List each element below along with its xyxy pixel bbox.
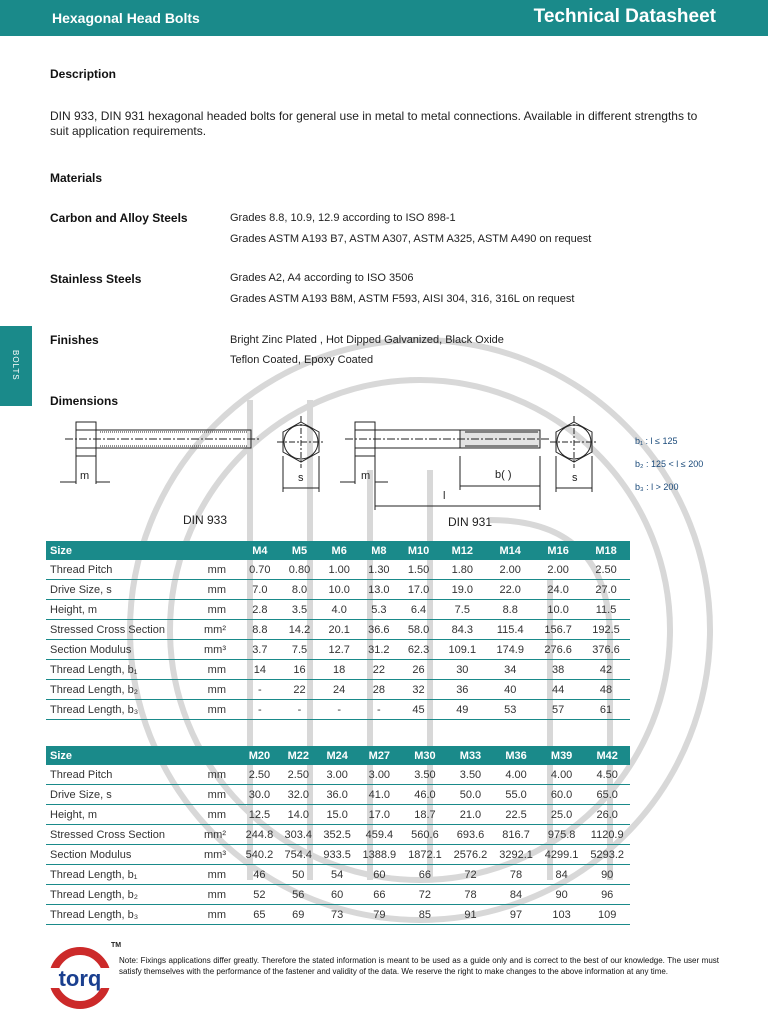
unit-cell: mm³ <box>186 640 240 660</box>
value-cell: - <box>240 700 280 720</box>
value-cell: 540.2 <box>240 845 279 865</box>
finishes-label: Finishes <box>50 333 99 347</box>
unit-cell: mm <box>186 805 240 825</box>
finishes-line2: Teflon Coated, Epoxy Coated <box>230 354 374 366</box>
value-cell: 0.70 <box>240 560 280 580</box>
table-row <box>46 845 630 865</box>
value-cell: 3.00 <box>357 765 403 785</box>
stainless-steels-label: Stainless Steels <box>50 272 142 286</box>
unit-cell: mm² <box>186 620 240 640</box>
value-cell: 4.00 <box>493 765 539 785</box>
value-cell: 60 <box>318 885 357 905</box>
value-cell: 13.0 <box>359 580 399 600</box>
value-cell: 2.8 <box>240 600 280 620</box>
value-cell: 3.00 <box>318 765 357 785</box>
unit-cell: mm <box>186 865 240 885</box>
property-name: Stressed Cross Section <box>46 825 186 845</box>
property-name: Thread Pitch <box>46 560 186 580</box>
value-cell: 36 <box>438 680 486 700</box>
value-cell: 10.0 <box>319 580 359 600</box>
value-cell: 2.50 <box>240 765 279 785</box>
value-cell: 1388.9 <box>357 845 403 865</box>
value-cell: 11.5 <box>582 600 630 620</box>
value-cell: 53 <box>486 700 534 720</box>
value-cell: 65.0 <box>584 785 630 805</box>
property-name: Height, m <box>46 600 186 620</box>
property-name: Thread Pitch <box>46 765 186 785</box>
value-cell: 66 <box>357 885 403 905</box>
value-cell: 975.8 <box>539 825 585 845</box>
value-cell: 85 <box>402 905 448 925</box>
value-cell: 8.8 <box>240 620 280 640</box>
table-row <box>46 805 630 825</box>
value-cell: 50 <box>279 865 318 885</box>
size-column-header: M6 <box>319 541 359 560</box>
value-cell: 84.3 <box>438 620 486 640</box>
value-cell: 303.4 <box>279 825 318 845</box>
property-name: Height, m <box>46 805 186 825</box>
value-cell: 14 <box>240 660 280 680</box>
value-cell: 109.1 <box>438 640 486 660</box>
value-cell: 26.0 <box>584 805 630 825</box>
value-cell: 15.0 <box>318 805 357 825</box>
datasheet-title: Technical Datasheet <box>533 6 716 27</box>
size-header: Size <box>46 541 186 560</box>
size-column-header: M16 <box>534 541 582 560</box>
value-cell: 90 <box>584 865 630 885</box>
product-title: Hexagonal Head Bolts <box>52 10 200 26</box>
value-cell: 56 <box>279 885 318 905</box>
value-cell: 84 <box>539 865 585 885</box>
size-column-header: M30 <box>402 746 448 765</box>
trademark-symbol: TM <box>111 942 122 949</box>
value-cell: 10.0 <box>534 600 582 620</box>
unit-cell: mm <box>186 885 240 905</box>
value-cell: 693.6 <box>448 825 494 845</box>
table-header-row <box>46 541 630 560</box>
size-column-header: M10 <box>399 541 439 560</box>
value-cell: 34 <box>486 660 534 680</box>
property-name: Drive Size, s <box>46 580 186 600</box>
unit-cell: mm <box>186 905 240 925</box>
property-name: Thread Length, b₃ <box>46 905 186 925</box>
unit-cell: mm³ <box>186 845 240 865</box>
din931-l-label: l <box>443 490 446 502</box>
legend-b3: b₃ : l > 200 <box>635 482 679 492</box>
legend-b2: b₂ : 125 < l ≤ 200 <box>635 459 704 469</box>
unit-cell: mm <box>186 580 240 600</box>
value-cell: 21.0 <box>448 805 494 825</box>
size-column-header: M14 <box>486 541 534 560</box>
value-cell: 45 <box>399 700 439 720</box>
value-cell: 44 <box>534 680 582 700</box>
unit-cell: mm <box>186 680 240 700</box>
value-cell: 60 <box>357 865 403 885</box>
legend-b1: b₁ : l ≤ 125 <box>635 436 678 446</box>
value-cell: 46 <box>240 865 279 885</box>
unit-header <box>186 746 240 765</box>
value-cell: 3.50 <box>448 765 494 785</box>
disclaimer-note: Note: Fixings applications differ greatly. Therefore the stated information is meant to be used as a guide only and is correct to the best of our knowledge. The user must satisfy themselves with the performance of the fastener and validity of the data. We reserve the right to make changes to the above information at any time. <box>119 956 719 976</box>
value-cell: 7.5 <box>280 640 320 660</box>
size-column-header: M8 <box>359 541 399 560</box>
value-cell: - <box>240 680 280 700</box>
value-cell: 62.3 <box>399 640 439 660</box>
side-tab <box>0 326 32 406</box>
value-cell: 459.4 <box>357 825 403 845</box>
unit-cell: mm <box>186 785 240 805</box>
value-cell: 48 <box>582 680 630 700</box>
value-cell: 90 <box>539 885 585 905</box>
unit-cell: mm² <box>186 825 240 845</box>
property-name: Thread Length, b₂ <box>46 680 186 700</box>
value-cell: 2.00 <box>534 560 582 580</box>
value-cell: 1.80 <box>438 560 486 580</box>
table-row <box>46 700 630 720</box>
value-cell: 18 <box>319 660 359 680</box>
value-cell: 192.5 <box>582 620 630 640</box>
din931-caption: DIN 931 <box>448 515 493 529</box>
value-cell: 73 <box>318 905 357 925</box>
side-tab-label: BOLTS <box>11 350 20 381</box>
carbon-steels-label: Carbon and Alloy Steels <box>50 211 188 225</box>
value-cell: 78 <box>493 865 539 885</box>
value-cell: 19.0 <box>438 580 486 600</box>
value-cell: 25.0 <box>539 805 585 825</box>
table-row <box>46 885 630 905</box>
value-cell: 1.50 <box>399 560 439 580</box>
value-cell: 72 <box>402 885 448 905</box>
size-column-header: M12 <box>438 541 486 560</box>
value-cell: 109 <box>584 905 630 925</box>
value-cell: 24 <box>319 680 359 700</box>
table-row <box>46 660 630 680</box>
value-cell: 7.5 <box>438 600 486 620</box>
property-name: Drive Size, s <box>46 785 186 805</box>
unit-cell: mm <box>186 700 240 720</box>
property-name: Thread Length, b₁ <box>46 660 186 680</box>
value-cell: 58.0 <box>399 620 439 640</box>
value-cell: 69 <box>279 905 318 925</box>
value-cell: 8.8 <box>486 600 534 620</box>
property-name: Section Modulus <box>46 640 186 660</box>
value-cell: 1.00 <box>319 560 359 580</box>
value-cell: 174.9 <box>486 640 534 660</box>
value-cell: 38 <box>534 660 582 680</box>
value-cell: - <box>280 700 320 720</box>
value-cell: 4.50 <box>584 765 630 785</box>
value-cell: 2576.2 <box>448 845 494 865</box>
unit-cell: mm <box>186 560 240 580</box>
value-cell: 560.6 <box>402 825 448 845</box>
value-cell: 36.6 <box>359 620 399 640</box>
value-cell: 115.4 <box>486 620 534 640</box>
unit-cell: mm <box>186 600 240 620</box>
value-cell: 97 <box>493 905 539 925</box>
value-cell: 816.7 <box>493 825 539 845</box>
value-cell: 4.00 <box>539 765 585 785</box>
value-cell: 91 <box>448 905 494 925</box>
value-cell: 46.0 <box>402 785 448 805</box>
property-name: Thread Length, b₃ <box>46 700 186 720</box>
din933-caption: DIN 933 <box>183 513 228 527</box>
size-column-header: M4 <box>240 541 280 560</box>
value-cell: 60.0 <box>539 785 585 805</box>
value-cell: 61 <box>582 700 630 720</box>
table-header-row <box>46 746 630 765</box>
property-name: Thread Length, b₂ <box>46 885 186 905</box>
value-cell: 65 <box>240 905 279 925</box>
value-cell: 103 <box>539 905 585 925</box>
table-row <box>46 905 630 925</box>
value-cell: 12.5 <box>240 805 279 825</box>
value-cell: 17.0 <box>399 580 439 600</box>
table-row <box>46 785 630 805</box>
value-cell: 0.80 <box>280 560 320 580</box>
din933-m-label: m <box>80 470 90 482</box>
din931-s-label: s <box>572 472 578 484</box>
value-cell: 42 <box>582 660 630 680</box>
size-column-header: M22 <box>279 746 318 765</box>
value-cell: 30 <box>438 660 486 680</box>
value-cell: 933.5 <box>318 845 357 865</box>
value-cell: 22 <box>359 660 399 680</box>
value-cell: 18.7 <box>402 805 448 825</box>
bolt-dimension-diagram <box>40 412 740 532</box>
table-row <box>46 620 630 640</box>
value-cell: 78 <box>448 885 494 905</box>
value-cell: 1120.9 <box>584 825 630 845</box>
table-row <box>46 825 630 845</box>
value-cell: 156.7 <box>534 620 582 640</box>
stainless-steels-line2: Grades ASTM A193 B8M, ASTM F593, AISI 304, 316, 316L on request <box>230 293 575 305</box>
dimensions-heading: Dimensions <box>50 394 119 408</box>
value-cell: 40 <box>486 680 534 700</box>
carbon-steels-line2: Grades ASTM A193 B7, ASTM A307, ASTM A325, ASTM A490 on request <box>230 233 592 245</box>
size-column-header: M27 <box>357 746 403 765</box>
value-cell: 22.0 <box>486 580 534 600</box>
header-bar <box>0 0 768 36</box>
value-cell: 27.0 <box>582 580 630 600</box>
unit-header <box>186 541 240 560</box>
torq-logo <box>44 946 116 1010</box>
size-column-header: M33 <box>448 746 494 765</box>
unit-cell: mm <box>186 765 240 785</box>
table-row <box>46 680 630 700</box>
value-cell: 22 <box>280 680 320 700</box>
value-cell: 3.7 <box>240 640 280 660</box>
value-cell: 6.4 <box>399 600 439 620</box>
value-cell: 2.50 <box>279 765 318 785</box>
value-cell: 2.50 <box>582 560 630 580</box>
value-cell: 36.0 <box>318 785 357 805</box>
value-cell: 16 <box>280 660 320 680</box>
spec-table-m20-m42 <box>46 746 630 925</box>
value-cell: 3.50 <box>402 765 448 785</box>
table-row <box>46 865 630 885</box>
value-cell: 1.30 <box>359 560 399 580</box>
value-cell: 57 <box>534 700 582 720</box>
finishes-line1: Bright Zinc Plated , Hot Dipped Galvanized, Black Oxide <box>230 334 504 346</box>
value-cell: 4299.1 <box>539 845 585 865</box>
size-column-header: M42 <box>584 746 630 765</box>
din933-s-label: s <box>298 472 304 484</box>
property-name: Stressed Cross Section <box>46 620 186 640</box>
value-cell: 84 <box>493 885 539 905</box>
value-cell: 14.0 <box>279 805 318 825</box>
size-column-header: M24 <box>318 746 357 765</box>
stainless-steels-line1: Grades A2, A4 according to ISO 3506 <box>230 272 414 284</box>
size-column-header: M5 <box>280 541 320 560</box>
value-cell: 41.0 <box>357 785 403 805</box>
value-cell: 32 <box>399 680 439 700</box>
table-row <box>46 640 630 660</box>
value-cell: 352.5 <box>318 825 357 845</box>
value-cell: 14.2 <box>280 620 320 640</box>
din931-b-label: b( ) <box>495 469 512 481</box>
value-cell: 49 <box>438 700 486 720</box>
value-cell: 3.5 <box>280 600 320 620</box>
value-cell: 50.0 <box>448 785 494 805</box>
value-cell: - <box>359 700 399 720</box>
value-cell: 72 <box>448 865 494 885</box>
table-row <box>46 600 630 620</box>
value-cell: 52 <box>240 885 279 905</box>
value-cell: 754.4 <box>279 845 318 865</box>
value-cell: 4.0 <box>319 600 359 620</box>
table-row <box>46 765 630 785</box>
value-cell: 24.0 <box>534 580 582 600</box>
value-cell: - <box>319 700 359 720</box>
value-cell: 96 <box>584 885 630 905</box>
carbon-steels-line1: Grades 8.8, 10.9, 12.9 according to ISO 898-1 <box>230 212 456 224</box>
value-cell: 32.0 <box>279 785 318 805</box>
value-cell: 276.6 <box>534 640 582 660</box>
size-column-header: M20 <box>240 746 279 765</box>
size-column-header: M39 <box>539 746 585 765</box>
value-cell: 30.0 <box>240 785 279 805</box>
value-cell: 17.0 <box>357 805 403 825</box>
size-header: Size <box>46 746 186 765</box>
value-cell: 7.0 <box>240 580 280 600</box>
value-cell: 2.00 <box>486 560 534 580</box>
value-cell: 55.0 <box>493 785 539 805</box>
value-cell: 26 <box>399 660 439 680</box>
description-text: DIN 933, DIN 931 hexagonal headed bolts for general use in metal to metal connections. Available in different strengths to suit application requirements. <box>50 109 698 138</box>
value-cell: 376.6 <box>582 640 630 660</box>
value-cell: 31.2 <box>359 640 399 660</box>
size-column-header: M36 <box>493 746 539 765</box>
unit-cell: mm <box>186 660 240 680</box>
value-cell: 66 <box>402 865 448 885</box>
size-column-header: M18 <box>582 541 630 560</box>
value-cell: 5.3 <box>359 600 399 620</box>
spec-table-m4-m18 <box>46 541 630 720</box>
description-heading: Description <box>50 67 117 81</box>
value-cell: 79 <box>357 905 403 925</box>
value-cell: 12.7 <box>319 640 359 660</box>
property-name: Thread Length, b₁ <box>46 865 186 885</box>
value-cell: 28 <box>359 680 399 700</box>
materials-heading: Materials <box>50 171 103 185</box>
value-cell: 8.0 <box>280 580 320 600</box>
property-name: Section Modulus <box>46 845 186 865</box>
din933-bolt-side-view <box>60 422 260 484</box>
value-cell: 5293.2 <box>584 845 630 865</box>
value-cell: 20.1 <box>319 620 359 640</box>
value-cell: 22.5 <box>493 805 539 825</box>
value-cell: 3292.1 <box>493 845 539 865</box>
value-cell: 244.8 <box>240 825 279 845</box>
table-row <box>46 580 630 600</box>
value-cell: 54 <box>318 865 357 885</box>
din931-m-label: m <box>361 470 371 482</box>
value-cell: 1872.1 <box>402 845 448 865</box>
logo-text: torq <box>58 966 102 991</box>
table-row <box>46 560 630 580</box>
